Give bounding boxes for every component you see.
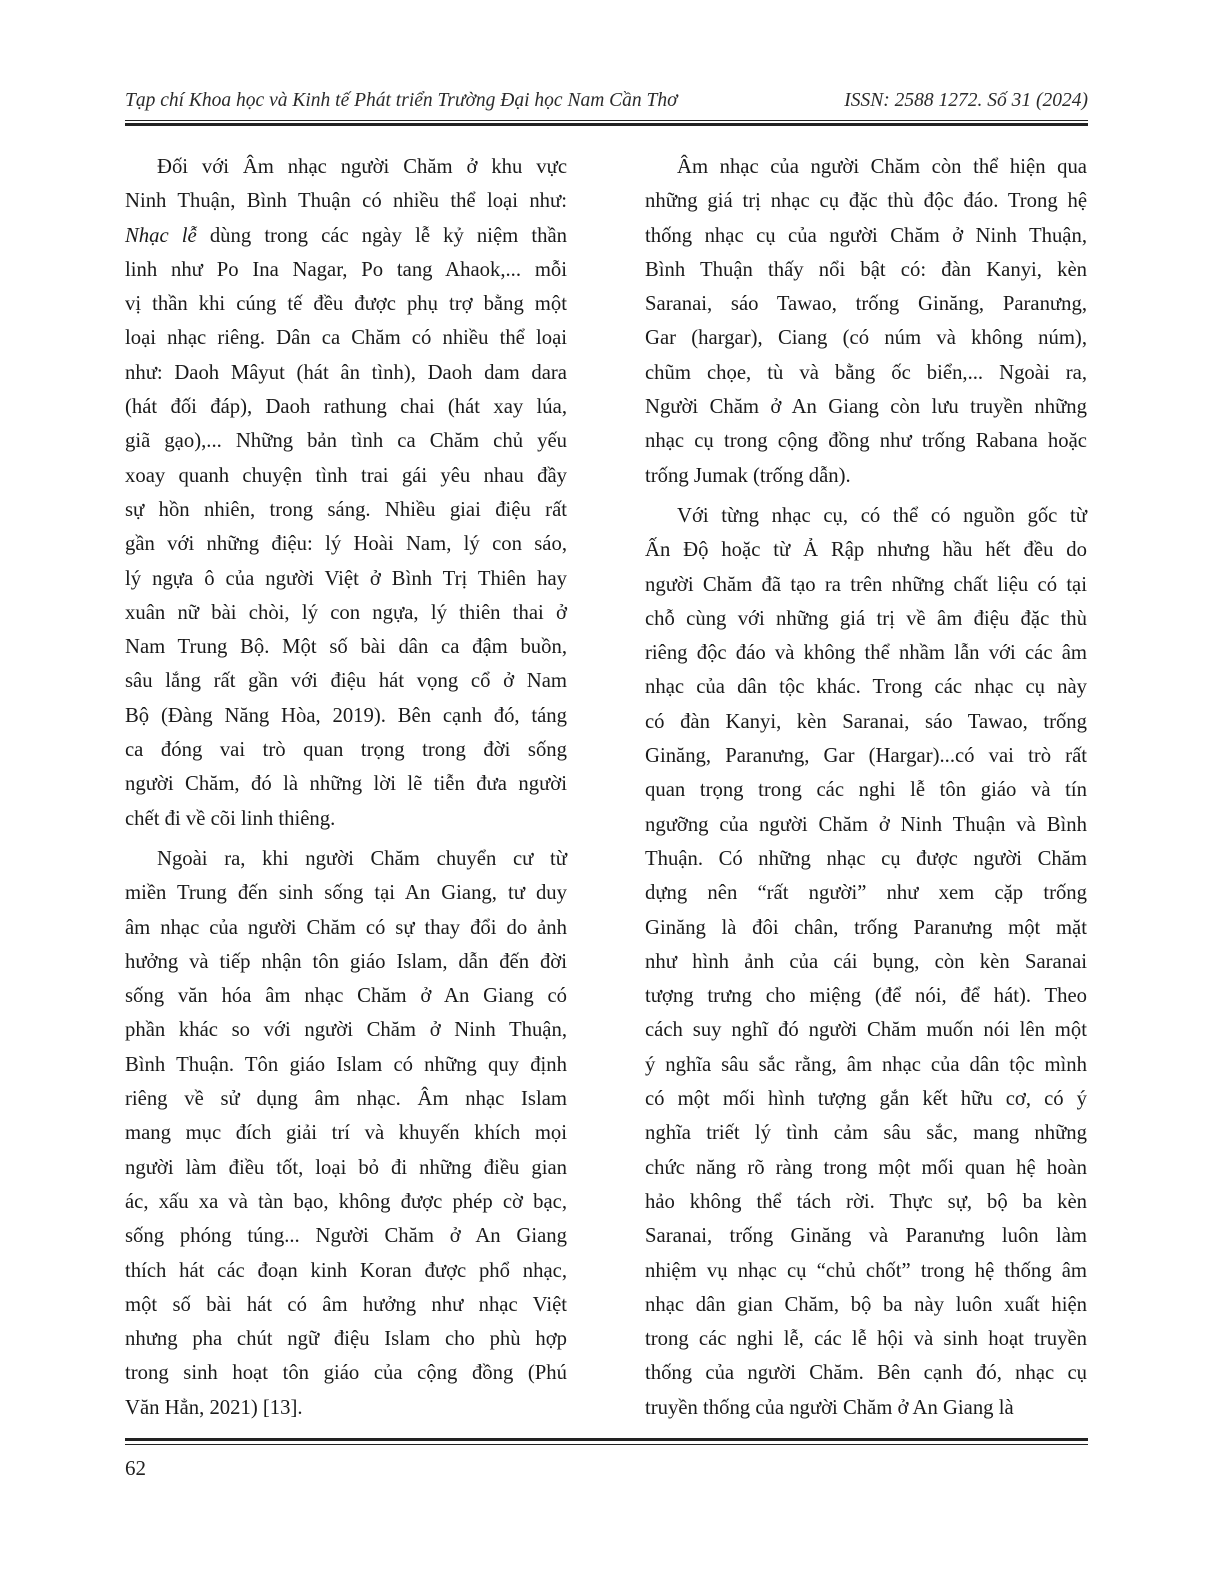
text-line: như hình ảnh của cái bụng, còn kèn Saranai: [645, 950, 1087, 973]
text-line: chức năng rõ ràng trong một mối quan hệ hoàn: [645, 1156, 1087, 1179]
text-line: Người Chăm ở An Giang còn lưu truyền những: [645, 396, 1087, 419]
text-line: một số bài hát có âm hưởng như nhạc Việt: [125, 1293, 567, 1316]
text-line: Ngoài ra, khi người Chăm chuyển cư từ: [157, 847, 567, 870]
text-line: ngưỡng của người Chăm ở Ninh Thuận và Bình: [645, 813, 1087, 836]
text-line: riêng về sử dụng âm nhạc. Âm nhạc Islam: [125, 1088, 567, 1111]
text-line: Ninh Thuận, Bình Thuận có nhiều thể loại như:: [125, 190, 567, 213]
text-line: Saranai, sáo Tawao, trống Ginăng, Paranưng,: [645, 293, 1087, 316]
text-line: thống của người Chăm. Bên cạnh đó, nhạc cụ: [645, 1362, 1087, 1385]
text-line: chỗ cùng với những giá trị về âm điệu đặc thù: [645, 607, 1087, 630]
text-line: ác, xấu xa và tàn bạo, không được phép cờ bạc,: [125, 1190, 567, 1213]
text-line: nghĩa triết lý tình cảm sâu sắc, mang những: [645, 1122, 1087, 1145]
text-line: âm nhạc của người Chăm có sự thay đổi do ảnh: [125, 916, 567, 939]
text-line: Với từng nhạc cụ, có thể có nguồn gốc từ: [677, 504, 1087, 527]
text-line: sự hồn nhiên, trong sáng. Nhiều giai điệu rất: [125, 498, 567, 521]
text-line: linh như Po Ina Nagar, Po tang Ahaok,... mỗi: [125, 258, 567, 281]
text-line: Nhạc lễ dùng trong các ngày lễ kỷ niệm thần: [125, 224, 567, 247]
text-line: trong sinh hoạt tôn giáo của cộng đồng (Phú: [125, 1362, 567, 1385]
text-line: cách suy nghĩ đó người Chăm muốn nói lên một: [645, 1019, 1087, 1042]
text-line: thống nhạc cụ của người Chăm ở Ninh Thuận,: [645, 224, 1087, 247]
text-line: Ấn Độ hoặc từ Ả Rập nhưng hầu hết đều do: [645, 539, 1087, 562]
text-line: giã gạo),... Những bản tình ca Chăm chủ yếu: [125, 430, 567, 453]
text-line: trống Jumak (trống dẫn).: [645, 464, 851, 487]
text-line: Bình Thuận thấy nổi bật có: đàn Kanyi, kèn: [645, 258, 1087, 281]
text-line: Gar (hargar), Ciang (có núm và không núm),: [645, 327, 1087, 350]
text-line: ca đóng vai trò quan trọng trong đời sống: [125, 739, 567, 762]
footer-rule-thin: [125, 1444, 1088, 1445]
text-line: người Chăm đã tạo ra trên những chất liệu có tại: [645, 573, 1087, 596]
text-line: hảo không thể tách rời. Thực sự, bộ ba kèn: [645, 1190, 1087, 1213]
text-line: người Chăm, đó là những lời lẽ tiễn đưa người: [125, 773, 567, 796]
text-line: Văn Hẳn, 2021) [13].: [125, 1396, 303, 1419]
text-line: truyền thống của người Chăm ở An Giang là: [645, 1396, 1014, 1419]
text-line: chũm chọe, tù và bằng ốc biển,... Ngoài ra,: [645, 361, 1087, 384]
text-line: thích hát các đoạn kinh Koran được phổ nhạc,: [125, 1259, 567, 1282]
text-line: nhạc dân gian Chăm, bộ ba này luôn xuất hiện: [645, 1293, 1087, 1316]
text-line: nhạc của dân tộc khác. Trong các nhạc cụ này: [645, 676, 1087, 699]
paragraph: [645, 499, 1087, 1425]
left-column: [125, 150, 567, 1422]
text-line: người làm điều tốt, loại bỏ đi những điều gian: [125, 1156, 567, 1179]
text-line: nhiệm vụ nhạc cụ “chủ chốt” trong hệ thống âm: [645, 1259, 1087, 1282]
running-header: [125, 86, 1088, 116]
text-line: Bình Thuận. Tôn giáo Islam có những quy định: [125, 1053, 567, 1076]
text-line: xoay quanh chuyện tình trai gái yêu nhau đầy: [125, 464, 567, 487]
header-rule-thick: [125, 123, 1088, 126]
text-line: ý nghĩa sâu sắc rằng, âm nhạc của dân tộc mình: [645, 1053, 1087, 1076]
text-line: sống phóng túng... Người Chăm ở An Giang: [125, 1225, 567, 1248]
paragraph: [125, 842, 567, 1425]
text-line: như: Daoh Mâyut (hát ân tình), Daoh dam dara: [125, 361, 567, 384]
text-line: Âm nhạc của người Chăm còn thể hiện qua: [677, 156, 1087, 178]
text-line: Saranai, trống Ginăng và Paranưng luôn làm: [645, 1225, 1087, 1248]
text-line: Đối với Âm nhạc người Chăm ở khu vực: [157, 156, 567, 178]
text-line: những giá trị nhạc cụ đặc thù độc đáo. Trong hệ: [645, 190, 1087, 213]
journal-title: Tạp chí Khoa học và Kinh tế Phát triển Trường Đại học Nam Cần Thơ: [125, 90, 678, 111]
right-column: [645, 150, 1087, 1422]
text-line: Bộ (Đàng Năng Hòa, 2019). Bên cạnh đó, táng: [125, 704, 567, 727]
text-line: có một mối hình tượng gắn kết hữu cơ, có ý: [645, 1088, 1087, 1111]
text-line: vị thần khi cúng tế đều được phụ trợ bằng một: [125, 293, 567, 316]
text-line: nhưng pha chút ngữ điệu Islam cho phù hợp: [125, 1328, 567, 1351]
text-line: riêng độc đáo và không thể nhầm lẫn với các âm: [645, 642, 1087, 665]
text-line: lý ngựa ô của người Việt ở Bình Trị Thiên hay: [125, 567, 567, 590]
text-line: Thuận. Có những nhạc cụ được người Chăm: [645, 847, 1087, 870]
text-line: chết đi về cõi linh thiêng.: [125, 807, 336, 830]
text-line: quan trọng trong các nghi lễ tôn giáo và tín: [645, 779, 1087, 802]
text-line: loại nhạc riêng. Dân ca Chăm có nhiều thể loại: [125, 327, 567, 350]
footer-rule-thick: [125, 1438, 1088, 1441]
paragraph: [645, 150, 1087, 493]
text-line: sống văn hóa âm nhạc Chăm ở An Giang có: [125, 985, 567, 1008]
paragraph: [125, 150, 567, 836]
text-line: Ginăng là đôi chân, trống Paranưng một mặt: [645, 916, 1087, 939]
header-rule-thin: [125, 120, 1088, 121]
text-line: trong các nghi lễ, các lễ hội và sinh hoạt truyền: [645, 1328, 1087, 1351]
text-line: Nam Trung Bộ. Một số bài dân ca đậm buồn,: [125, 636, 567, 659]
text-line: có đàn Kanyi, kèn Saranai, sáo Tawao, trống: [645, 710, 1087, 733]
text-line: Ginăng, Paranưng, Gar (Hargar)...có vai trò rất: [645, 745, 1087, 768]
text-line: hưởng và tiếp nhận tôn giáo Islam, dẫn đến đời: [125, 950, 567, 973]
text-line: nhạc cụ trong cộng đồng như trống Rabana hoặc: [645, 430, 1087, 453]
text-line: miền Trung đến sinh sống tại An Giang, tư duy: [125, 882, 567, 905]
issn-issue: ISSN: 2588 1272. Số 31 (2024): [844, 90, 1088, 111]
text-line: mang mục đích giải trí và khuyến khích mọi: [125, 1122, 567, 1145]
text-line: tượng trưng cho miệng (để nói, để hát). Theo: [645, 985, 1087, 1008]
text-line: xuân nữ bài chòi, lý con ngựa, lý thiên thai ở: [125, 601, 567, 624]
text-line: sâu lắng rất gần với điệu hát vọng cổ ở Nam: [125, 670, 567, 693]
text-line: phần khác so với người Chăm ở Ninh Thuận,: [125, 1019, 567, 1042]
page-number: 62: [125, 1456, 146, 1480]
text-line: dựng nên “rất người” như xem cặp trống: [645, 882, 1087, 905]
text-line: (hát đối đáp), Daoh rathung chai (hát xay lúa,: [125, 396, 567, 419]
text-line: gần với những điệu: lý Hoài Nam, lý con sáo,: [125, 533, 567, 556]
